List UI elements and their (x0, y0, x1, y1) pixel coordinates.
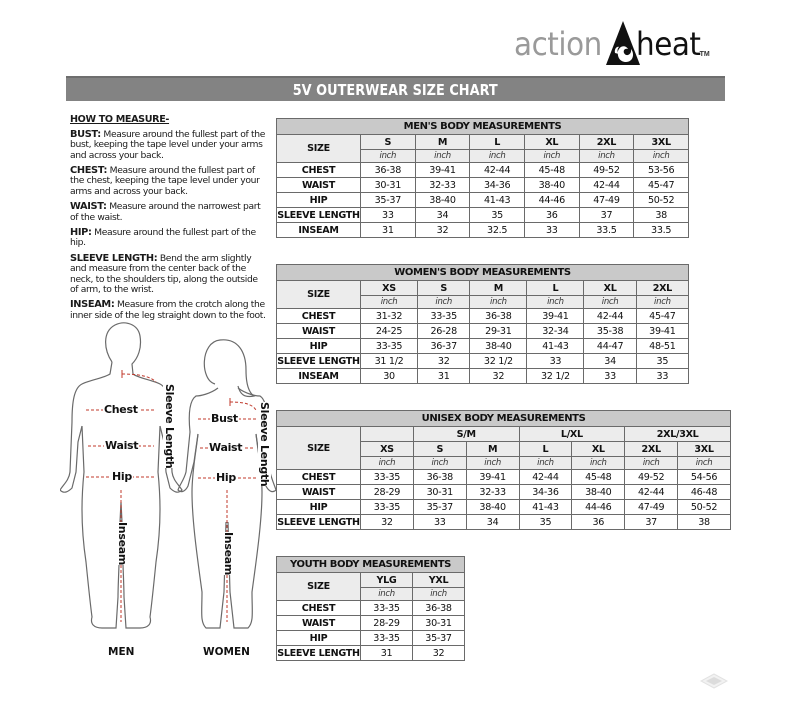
measurement-value: 33 (413, 515, 466, 530)
measurement-value: 31 1/2 (361, 354, 418, 369)
unit-label: inch (470, 150, 525, 163)
label-men-inseam: Inseam (116, 522, 129, 566)
measurement-value: 36-38 (412, 601, 464, 616)
measurement-value: 30-31 (412, 616, 464, 631)
instruction-waist (70, 202, 268, 223)
size-col: S (418, 281, 470, 296)
measurement-value: 33.5 (634, 223, 689, 238)
unit-label: inch (579, 150, 634, 163)
size-col: YXL (412, 573, 464, 588)
table-row (277, 646, 465, 661)
measurement-value: 42-44 (579, 178, 634, 193)
unit-label: inch (415, 150, 470, 163)
size-col: YLG (361, 573, 413, 588)
measurement-value: 34 (584, 354, 636, 369)
measurement-value: 35-38 (584, 324, 636, 339)
measurement-value: 35-37 (413, 500, 466, 515)
measurement-value: 41-43 (519, 500, 572, 515)
row-label: INSEAM (277, 223, 361, 238)
size-group: L/XL (519, 427, 625, 442)
unit-label: inch (584, 296, 636, 309)
unit-label: inch (524, 150, 579, 163)
measurement-value: 32.5 (470, 223, 525, 238)
how-to-measure (70, 115, 268, 326)
row-label: HIP (277, 631, 361, 646)
unit-label: inch (361, 588, 413, 601)
measurement-value: 31-32 (361, 309, 418, 324)
table-row (277, 208, 689, 223)
measurement-value: 45-48 (572, 470, 625, 485)
measurement-value: 34-36 (470, 178, 525, 193)
row-label: CHEST (277, 470, 361, 485)
instruction-text: Measure around the fullest part of the bust, keeping the tape level under your arms and across your back. (70, 128, 265, 161)
label-women-waist: Waist (209, 441, 243, 454)
row-label: CHEST (277, 163, 361, 178)
size-group: 2XL/3XL (625, 427, 731, 442)
table-row (277, 470, 731, 485)
table-row (277, 178, 689, 193)
measurement-value: 31 (418, 369, 470, 384)
measurement-value: 33 (361, 208, 416, 223)
measurement-value: 48-51 (636, 339, 688, 354)
page-title-bar (66, 76, 725, 101)
instruction-term: SLEEVE LENGTH: (70, 252, 158, 264)
label-women-hip: Hip (216, 471, 236, 484)
unit-label: inch (519, 457, 572, 470)
measurement-value: 39-41 (415, 163, 470, 178)
measurement-figures (60, 322, 280, 662)
measurement-value: 37 (579, 208, 634, 223)
unit-label: inch (678, 457, 731, 470)
row-label: WAIST (277, 178, 361, 193)
brand-word-heat: heat (635, 25, 701, 63)
table-row (277, 163, 689, 178)
size-col: 2XL (579, 135, 634, 150)
table-row (277, 324, 689, 339)
table-row (277, 309, 689, 324)
measurement-value: 33 (584, 369, 636, 384)
measurement-value: 33.5 (579, 223, 634, 238)
measurement-value: 35 (519, 515, 572, 530)
row-label: SLEEVE LENGTH (277, 516, 360, 528)
table-row (277, 354, 689, 369)
measurement-value: 45-48 (524, 163, 579, 178)
size-col: M (470, 281, 527, 296)
measurement-value: 32 (418, 354, 470, 369)
unit-label: inch (470, 296, 527, 309)
instruction-bust (70, 130, 268, 162)
size-header: SIZE (277, 135, 361, 163)
unit-label: inch (361, 150, 416, 163)
size-col: L (519, 442, 572, 457)
measurement-value: 28-29 (361, 616, 413, 631)
unit-label: inch (527, 296, 584, 309)
instruction-inseam (70, 300, 268, 321)
unit-label: inch (634, 150, 689, 163)
table-title: UNISEX BODY MEASUREMENTS (277, 411, 731, 427)
measurement-value: 32 (412, 646, 464, 661)
measurement-value: 38-40 (470, 339, 527, 354)
measurement-value: 32 (470, 369, 527, 384)
measurement-value: 30 (361, 369, 418, 384)
size-col: S (413, 442, 466, 457)
measurement-value: 26-28 (418, 324, 470, 339)
table-title: YOUTH BODY MEASUREMENTS (277, 557, 465, 573)
measurement-value: 37 (625, 515, 678, 530)
measurement-value: 38-40 (524, 178, 579, 193)
measurement-value: 33 (636, 369, 688, 384)
measurement-value: 38 (678, 515, 731, 530)
measurement-value: 39-41 (636, 324, 688, 339)
measurement-value: 36 (572, 515, 625, 530)
measurement-value: 42-44 (519, 470, 572, 485)
measurement-value: 33-35 (361, 601, 413, 616)
unit-label: inch (413, 457, 466, 470)
size-col: 2XL (625, 442, 678, 457)
unit-label: inch (361, 457, 414, 470)
measurement-value: 32-33 (415, 178, 470, 193)
size-col: L (527, 281, 584, 296)
table-row (277, 485, 731, 500)
size-col: M (466, 442, 519, 457)
measurement-value: 33-35 (361, 500, 414, 515)
measurement-value: 42-44 (625, 485, 678, 500)
measurement-value: 50-52 (634, 193, 689, 208)
label-men-hip: Hip (112, 470, 132, 483)
row-label: HIP (277, 500, 361, 515)
how-to-measure-heading: HOW TO MEASURE- (70, 114, 170, 125)
row-label: WAIST (277, 485, 361, 500)
measurement-value: 31 (361, 646, 413, 661)
measurement-value: 49-52 (625, 470, 678, 485)
measurement-value: 47-49 (625, 500, 678, 515)
measurement-value: 36-38 (470, 309, 527, 324)
measurement-value: 39-41 (466, 470, 519, 485)
size-col: XS (361, 281, 418, 296)
instruction-term: HIP: (70, 226, 92, 238)
instruction-term: WAIST: (70, 201, 107, 213)
measurement-value: 46-48 (678, 485, 731, 500)
measurement-value: 32 1/2 (470, 354, 527, 369)
row-label: SLEEVE LENGTH (277, 355, 360, 367)
measurement-value: 32 1/2 (527, 369, 584, 384)
row-label: SLEEVE LENGTH (277, 647, 360, 659)
row-label: CHEST (277, 309, 361, 324)
row-label: INSEAM (277, 369, 361, 384)
size-col: XL (572, 442, 625, 457)
body-outline-illustration (60, 322, 280, 662)
table-row (277, 601, 465, 616)
table-row (277, 616, 465, 631)
instruction-hip (70, 228, 268, 249)
measurement-value: 31 (361, 223, 416, 238)
size-col: 2XL (636, 281, 688, 296)
size-col: XL (524, 135, 579, 150)
measurement-value: 42-44 (470, 163, 525, 178)
measurement-value: 35 (470, 208, 525, 223)
measurement-value: 34-36 (519, 485, 572, 500)
measurement-value: 36-38 (413, 470, 466, 485)
measurement-value: 33-35 (361, 631, 413, 646)
label-women-inseam: Inseam (222, 532, 235, 576)
table-row (277, 631, 465, 646)
measurement-value: 32-34 (527, 324, 584, 339)
label-men-waist: Waist (105, 439, 139, 452)
measurement-value: 36-37 (418, 339, 470, 354)
size-group (361, 427, 414, 442)
size-col: XS (361, 442, 414, 457)
measurement-value: 39-41 (527, 309, 584, 324)
caption-women: WOMEN (203, 646, 250, 658)
measurement-value: 33-35 (361, 470, 414, 485)
size-col: S (361, 135, 416, 150)
measurement-value: 38-40 (415, 193, 470, 208)
measurement-value: 45-47 (634, 178, 689, 193)
instruction-term: CHEST: (70, 164, 108, 176)
measurement-value: 30-31 (413, 485, 466, 500)
instruction-text: Measure from the crotch along the inner side of the leg straight down to the foot. (70, 299, 266, 321)
measurement-value: 30-31 (361, 178, 416, 193)
unit-label: inch (412, 588, 464, 601)
measurement-value: 54-56 (678, 470, 731, 485)
brand-logo (514, 22, 710, 62)
instruction-chest (70, 166, 268, 198)
size-group: S/M (413, 427, 519, 442)
measurement-value: 44-47 (584, 339, 636, 354)
measurement-value: 32 (361, 515, 414, 530)
table-row (277, 193, 689, 208)
measurement-value: 49-52 (579, 163, 634, 178)
measurement-value: 44-46 (572, 500, 625, 515)
instruction-text: Measure around the fullest part of the hip. (70, 226, 256, 249)
measurement-value: 47-49 (579, 193, 634, 208)
table-title: WOMEN'S BODY MEASUREMENTS (277, 265, 689, 281)
measurement-value: 35 (636, 354, 688, 369)
measurement-value: 33 (524, 223, 579, 238)
measurement-value: 33-35 (361, 339, 418, 354)
diamond-watermark-icon (700, 673, 728, 689)
page-title: 5V OUTERWEAR SIZE CHART (292, 80, 499, 99)
table-row (277, 223, 689, 238)
instruction-sleeve-length (70, 254, 268, 296)
measurement-value: 35-37 (412, 631, 464, 646)
label-men-sleeve-length: Sleeve Length (163, 384, 176, 469)
table-title: MEN'S BODY MEASUREMENTS (277, 119, 689, 135)
measurement-value: 35-37 (361, 193, 416, 208)
row-label: WAIST (277, 324, 361, 339)
size-col: 3XL (634, 135, 689, 150)
size-col: 3XL (678, 442, 731, 457)
unit-label: inch (572, 457, 625, 470)
measurement-value: 33-35 (418, 309, 470, 324)
table-row (277, 515, 731, 530)
size-header: SIZE (277, 427, 361, 470)
label-women-bust: Bust (211, 412, 238, 425)
measurement-value: 33 (527, 354, 584, 369)
measurement-value: 34 (466, 515, 519, 530)
instruction-term: INSEAM: (70, 299, 115, 311)
instruction-text: Measure around the fullest part of the chest, keeping the tape level under your arms and across your back. (70, 164, 260, 198)
men-size-table (276, 118, 689, 238)
measurement-value: 53-56 (634, 163, 689, 178)
table-row (277, 500, 731, 515)
measurement-value: 50-52 (678, 500, 731, 515)
size-header: SIZE (277, 573, 361, 601)
measurement-value: 38-40 (466, 500, 519, 515)
row-label: CHEST (277, 601, 361, 616)
instruction-text: Bend the arm slightly and measure from the center back of the neck, to the shoulders tip, along the outside of arm, to the wrist. (70, 252, 258, 296)
measurement-value: 36-38 (361, 163, 416, 178)
measurement-value: 34 (415, 208, 470, 223)
unit-label: inch (636, 296, 688, 309)
measurement-value: 32-33 (466, 485, 519, 500)
measurement-value: 32 (415, 223, 470, 238)
measurement-value: 24-25 (361, 324, 418, 339)
measurement-value: 28-29 (361, 485, 414, 500)
label-women-sleeve-length: Sleeve Length (258, 402, 271, 487)
row-label: WAIST (277, 616, 361, 631)
unit-label: inch (361, 296, 418, 309)
measurement-value: 29-31 (470, 324, 527, 339)
measurement-value: 38-40 (572, 485, 625, 500)
unisex-size-table (276, 410, 731, 530)
women-size-table (276, 264, 689, 384)
table-row (277, 339, 689, 354)
size-col: L (470, 135, 525, 150)
brand-word-action: action (514, 25, 602, 63)
measurement-value: 38 (634, 208, 689, 223)
measurement-value: 45-47 (636, 309, 688, 324)
measurement-value: 36 (524, 208, 579, 223)
measurement-value: 42-44 (584, 309, 636, 324)
measurement-value: 44-46 (524, 193, 579, 208)
row-label: SLEEVE LENGTH (277, 209, 360, 221)
unit-label: inch (418, 296, 470, 309)
size-header: SIZE (277, 281, 361, 309)
trademark: TM (699, 51, 710, 58)
flame-logo-icon (606, 21, 640, 65)
unit-label: inch (466, 457, 519, 470)
caption-men: MEN (108, 646, 135, 658)
instruction-text: Measure around the narrowest part of the waist. (70, 201, 261, 223)
youth-size-table (276, 556, 465, 661)
instruction-term: BUST: (70, 128, 101, 140)
table-row (277, 369, 689, 384)
measurement-value: 41-43 (470, 193, 525, 208)
unit-label: inch (625, 457, 678, 470)
size-col: M (415, 135, 470, 150)
row-label: HIP (277, 193, 361, 208)
measurement-value: 41-43 (527, 339, 584, 354)
size-col: XL (584, 281, 636, 296)
row-label: HIP (277, 339, 361, 354)
label-men-chest: Chest (104, 403, 138, 416)
